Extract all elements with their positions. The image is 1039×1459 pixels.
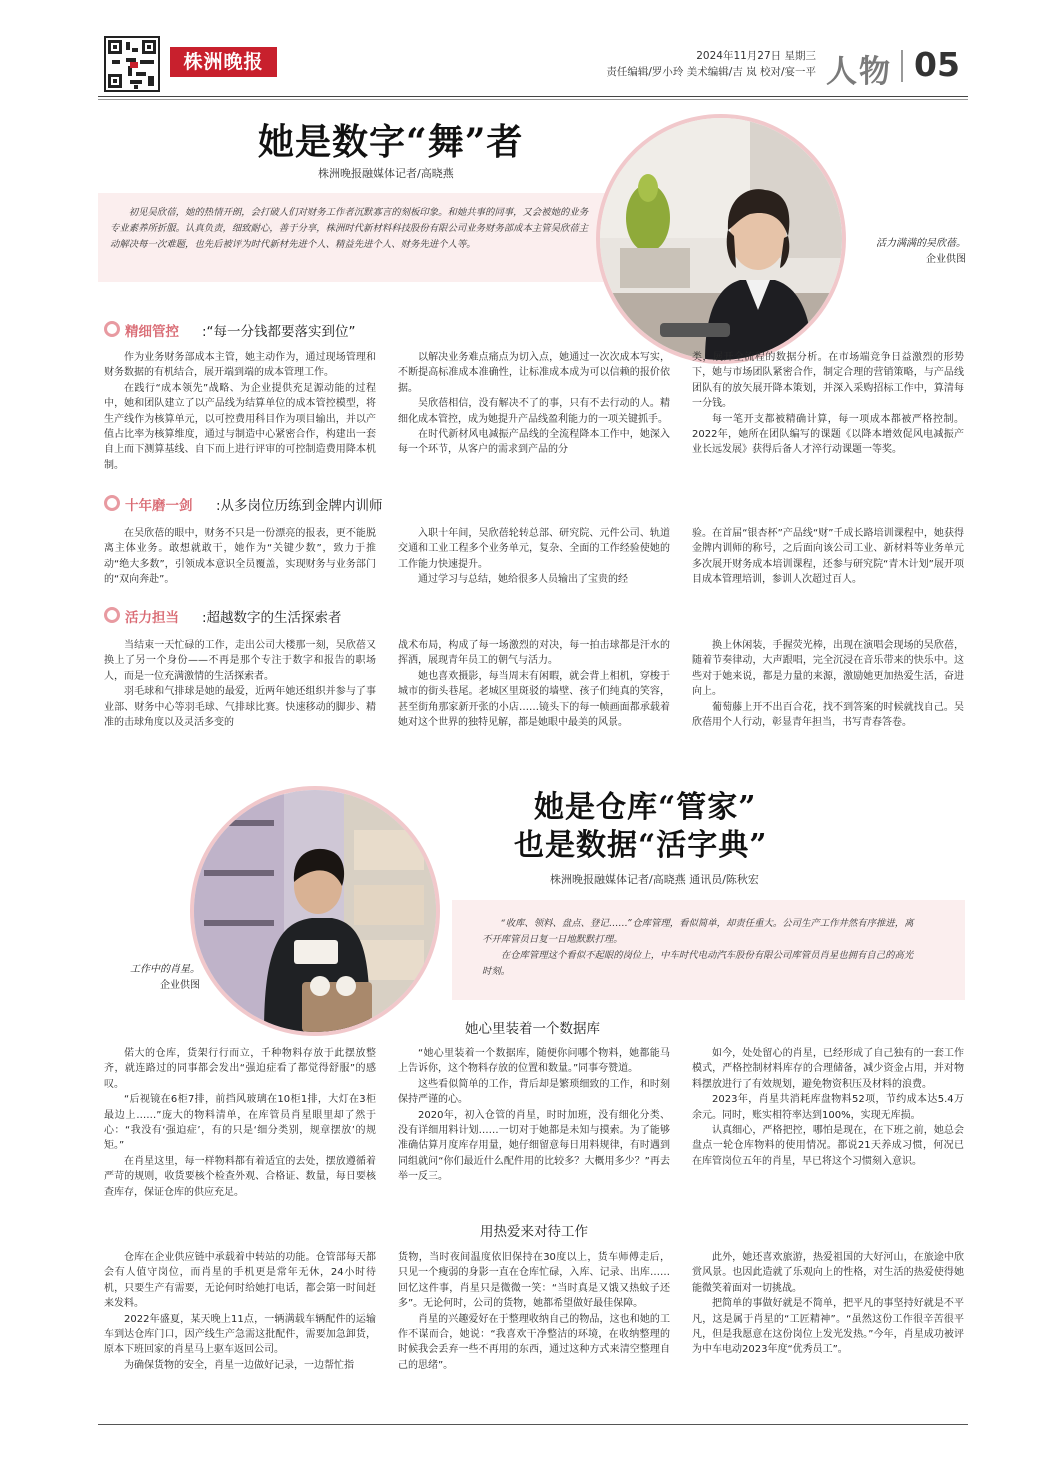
- paragraph: 入职十年间，吴欣蓓轮转总部、研究院、元件公司、轨道交通和工业工程多个业务单元，复杂、全面的工作经验使她的工作能力快速提升。: [398, 528, 670, 570]
- story2-caption-main: 工作中的肖星。: [130, 964, 200, 975]
- bullet-icon: [104, 321, 120, 337]
- column: [104, 1250, 376, 1373]
- paragraph: 作为业务财务部成本主管，她主动作为，通过现场管理和财务数据的有机结合，展开端到端的成本管理工作。: [104, 352, 376, 379]
- story2-section1-title: 她心里装着一个数据库: [465, 1021, 600, 1037]
- story1-title: 她是数字“舞”者: [258, 121, 524, 163]
- paragraph: 偌大的仓库，货架行行而立，千种物料存放于此摆放整齐，就连路过的同事都会发出“强迫症看了都觉得舒服”的感叹。: [104, 1048, 376, 1090]
- column: [692, 350, 964, 458]
- column: [104, 638, 376, 730]
- page-number: 05: [914, 45, 960, 84]
- story2-caption: [104, 962, 200, 994]
- story2-title-line1: 她是仓库“管家”: [534, 790, 757, 825]
- subhead-tag: 精细管控: [125, 324, 179, 340]
- column: [398, 1250, 670, 1373]
- story1-caption-credit: 企业供图: [926, 254, 966, 265]
- story2-title-line2: 也是数据“活字典”: [514, 828, 768, 863]
- editor-credits: 责任编辑/罗小玲 美术编辑/吉 岚 校对/宴一平: [606, 66, 816, 78]
- column: [692, 1250, 964, 1358]
- story2-lead: “收库、领料、盘点、登记……”仓库管理，看似简单，却责任重大。公司生产工作井然有序推进，离不开库管员日复一日地默默打理。: [482, 918, 914, 945]
- column: [398, 1046, 670, 1185]
- dateline: [560, 48, 816, 80]
- paragraph: 仓库在企业供应链中承载着中转站的功能。仓管部每天都会有人值守岗位，而肖星的手机更是常年无休，24小时待机，只要生产有需要，无论何时给她打电话，都会第一时间赶来发料。: [104, 1252, 376, 1310]
- section-divider: [901, 50, 903, 82]
- column: [398, 526, 670, 588]
- paragraph: 在时代新材风电减振产品线的全流程降本工作中，她深入每一个环节，从客户的需求到产品的分: [398, 429, 670, 456]
- subhead-text: :“每一分钱都要落实到位”: [202, 324, 356, 340]
- paragraph: “她心里装着一个数据库，随便你问哪个物料，她都能马上告诉你，这个物料存放的位置和数量。”同事夸赞道。: [398, 1048, 670, 1075]
- story1-byline: 株洲晚报融媒体记者/高晓燕: [318, 167, 454, 180]
- section-name: 人物: [826, 54, 892, 90]
- column: [692, 638, 964, 730]
- paragraph: 每一笔开支都被精确计算，每一项成本都被严格控制。2022年，她所在团队编写的课题《以降本增效促风电减振产业长远发展》获得后备人才淬行动课题一等奖。: [692, 413, 964, 456]
- issue-date: 2024年11月27日 星期三: [696, 50, 816, 62]
- bullet-icon: [104, 607, 120, 623]
- paragraph: 换上休闲装，手握荧光棒，出现在演唱会现场的吴欣蓓，随着节奏律动，大声跟唱，完全沉浸在音乐带来的快乐中。这些对于她来说，都是力量的来源，激励她更加热爱生活，奋进向上。: [692, 640, 964, 698]
- paragraph: 在吴欣蓓的眼中，财务不只是一份漂亮的报表，更不能脱离主体业务。敢想就敢干，她作为“关键少数”，致力于推动“绝大多数”，引领成本意识全员覆盖，实现财务与业务部门的“双向奔赴”。: [104, 528, 376, 586]
- paragraph: 当结束一天忙碌的工作，走出公司大楼那一刻，吴欣蓓又换上了另一个身份——不再是那个专注于数字和报告的职场人，而是一位充满激情的生活探索者。: [104, 640, 376, 682]
- paragraph: 以解决业务难点痛点为切入点，她通过一次次成本写实，不断提高标准成本准确性，让标准成本成为可以信赖的报价依据。: [398, 352, 670, 394]
- subhead-tag: 十年磨一剑: [125, 498, 193, 514]
- column: [692, 1046, 964, 1169]
- masthead-rule-thin: [98, 99, 968, 100]
- column: [692, 526, 964, 588]
- paragraph: 类，展开全流程的数据分析。在市场端竞争日益激烈的形势下，她与市场团队紧密合作，制定合理的营销策略，与产品线团队有的放矢展开降本策划，并深入采购招标工作中，算清每一分钱。: [692, 352, 964, 410]
- column: [104, 1046, 376, 1200]
- column: [398, 350, 670, 458]
- newspaper-logo: 株洲晚报: [170, 47, 277, 77]
- story1-caption: [800, 236, 966, 268]
- paragraph: 羽毛球和气排球是她的最爱，近两年她还组织并参与了事业部、财务中心等羽毛球、气排球比赛。快速移动的脚步、精准的击球角度以及灵活多变的: [104, 686, 376, 729]
- bullet-icon: [104, 495, 120, 511]
- subhead-tag: 活力担当: [125, 610, 179, 626]
- paragraph: 在肖星这里，每一样物料都有着适宜的去处，摆放遵循着严苛的规则，收货要核个检查外观、合格证、数量，每日要核查库存，保证仓库的供应充足。: [104, 1155, 376, 1198]
- paragraph: 如今，处处留心的肖星，已经形成了自己独有的一套工作模式，严格控制材料库存的合理储备，减少资金占用，并对物料摆放进行了有效规划，避免物资积压及材料的浪费。: [692, 1048, 964, 1090]
- paragraph: 2023年，肖星共消耗库盘物料52项，节约成本达5.4万余元。同时，账实相符率达到100%，实现无库损。: [692, 1094, 964, 1121]
- masthead-rule: [98, 96, 968, 97]
- story1-lead: 初见吴欣蓓，她的热情开朗，会打破人们对财务工作者沉默寡言的刻板印象。和她共事的同事，又会被她的业务专业素养所折服。认真负责，细致耐心，善于分享，株洲时代新材料科技股份有限公司业务财务部成本主管吴欣蓓主动解决每一次难题，也先后被评为时代新材先进个人、精益先进个人、财务先进个人等。: [110, 207, 589, 250]
- paragraph: 这些看似简单的工作，背后却是繁琐细致的工作，和时刻保持严谨的心。: [398, 1078, 670, 1106]
- qr-code: [104, 36, 160, 92]
- paragraph: 在践行“成本领先”战略、为企业提供充足源动能的过程中，她和团队建立了以产品线为结算单位的成本管控模型，将生产线作为核算单元，以可控费用科目作为项目输出，并以产值占比率为核算维度，通过与制造中心紧密合作，构建出一套自上而下测算基线、自下而上进行评审的可控制造费用降本机制。: [104, 382, 376, 471]
- paragraph: “后视镜在6柜7排，前挡风玻璃在10柜1排，大灯在3柜最边上……”庞大的物料清单，在库管员肖星眼里却了然于心：“我没有‘强迫症’，有的只是‘细分类别，规章摆放’的规矩。”: [104, 1094, 376, 1152]
- story2-lead-2: 在仓库管理这个看似不起眼的岗位上，中车时代电动汽车股份有限公司库管员肖星也拥有自己的高光时刻。: [482, 950, 914, 977]
- paragraph: 此外，她还喜欢旅游，热爱祖国的大好河山，在旅途中欣赏风景。也因此造就了乐观向上的性格，对生活的热爱使得她能微笑着面对一切挑战。: [692, 1252, 964, 1294]
- paragraph: 吴欣蓓相信，没有解决不了的事，只有不去行动的人。精细化成本管控，成为她提升产品线盈利能力的一项关键抓手。: [398, 398, 670, 425]
- paragraph: 肖星的兴趣爱好在于整理收纳自己的物品，这也和她的工作不谋而合，她说：“我喜欢干净整洁的环境，在收纳整理的时候我会丢弃一些不再用的东西，通过这种方式来清空整理自己的思绪”。: [398, 1313, 670, 1371]
- subhead-text: :从多岗位历练到金牌内训师: [216, 498, 383, 514]
- paragraph: 2020年，初入仓管的肖星，时时加班，没有细化分类、没有详细用料计划……一切对于她都是未知与摸索。为了能够准确估算月度库存用量，她仔细留意每日用料规律，有时遇到同组就问“你们最近什么配件用的比较多？大概用多少？”再去举一反三。: [398, 1109, 670, 1183]
- paragraph: 为确保货物的安全，肖星一边做好记录，一边帮忙指: [124, 1359, 354, 1371]
- paragraph: 她也喜欢摄影，每当周末有闲暇，就会背上相机，穿梭于城市的街头巷尾。老城区里斑驳的墙壁、孩子们纯真的笑容，甚至街角那家新开张的小店……镜头下的每一帧画面都承载着她对这个世界的独特见解，都是她眼中最美的风景。: [398, 670, 670, 729]
- story2-section2-title: 用热爱来对待工作: [480, 1224, 588, 1240]
- paragraph: 葡萄藤上开不出百合花，找不到答案的时候就找自己。吴欣蓓用个人行动，彰显青年担当，书写青春答卷。: [692, 701, 964, 729]
- paragraph: 通过学习与总结，她给很多人员输出了宝贵的经: [418, 574, 628, 586]
- column: [104, 526, 376, 588]
- story2-caption-credit: 企业供图: [160, 980, 200, 991]
- paragraph: 战术布局，构成了每一场激烈的对决，每一拍击球都是汗水的挥洒，展现青年员工的朝气与活力。: [398, 640, 670, 667]
- story2-byline: 株洲晚报融媒体记者/高晓燕 通讯员/陈秋宏: [550, 873, 759, 886]
- subhead-text: :超越数字的生活探索者: [202, 610, 342, 626]
- footer-rule: [98, 1424, 968, 1425]
- column: [104, 350, 376, 473]
- paragraph: 验。在首届“银杏杯”产品线“财”千成长路培训课程中，她获得金牌内训师的称号，之后面向该公司工业、新材料等业务单元多次展开财务成本培训课程，还参与研究院“青木计划”展开项目成本管理培训，参训人次超过百人。: [692, 528, 964, 586]
- paragraph: 2022年盛夏，某天晚上11点，一辆满载车辆配件的运输车到达仓库门口，因产线生产急需这批配件，需要加急卸货，原本下班回家的肖星马上驱车返回公司。: [104, 1313, 376, 1356]
- paragraph: 把简单的事做好就是不简单，把平凡的事坚持好就是不平凡，这是属于肖星的“工匠精神”。“虽然这份工作很辛苦很平凡，但是我愿意在这份岗位上发光发热。”今年，肖星成功被评为中车电动2023年度“优秀员工”。: [692, 1298, 964, 1356]
- column: [398, 638, 670, 730]
- paragraph: 货物，当时夜间温度依旧保持在30度以上，货车师傅走后，只见一个瘦弱的身影一直在仓库忙碌，入库、记录、出库……回忆这件事，肖星只是微微一笑：“当时真是又饿又热蚊子还多”。无论何时，公司的货物，她都希望做好最佳保障。: [398, 1252, 670, 1310]
- paragraph: 认真细心，严格把控，哪怕是现在，在下班之前，她总会盘点一轮仓库物料的使用情况。都说21天养成习惯，何况已在库管岗位五年的肖星，早已将这个习惯刻入意识。: [692, 1125, 964, 1167]
- portrait-xiao-xing: [190, 786, 440, 1036]
- story1-caption-main: 活力满满的吴欣蓓。: [876, 238, 966, 249]
